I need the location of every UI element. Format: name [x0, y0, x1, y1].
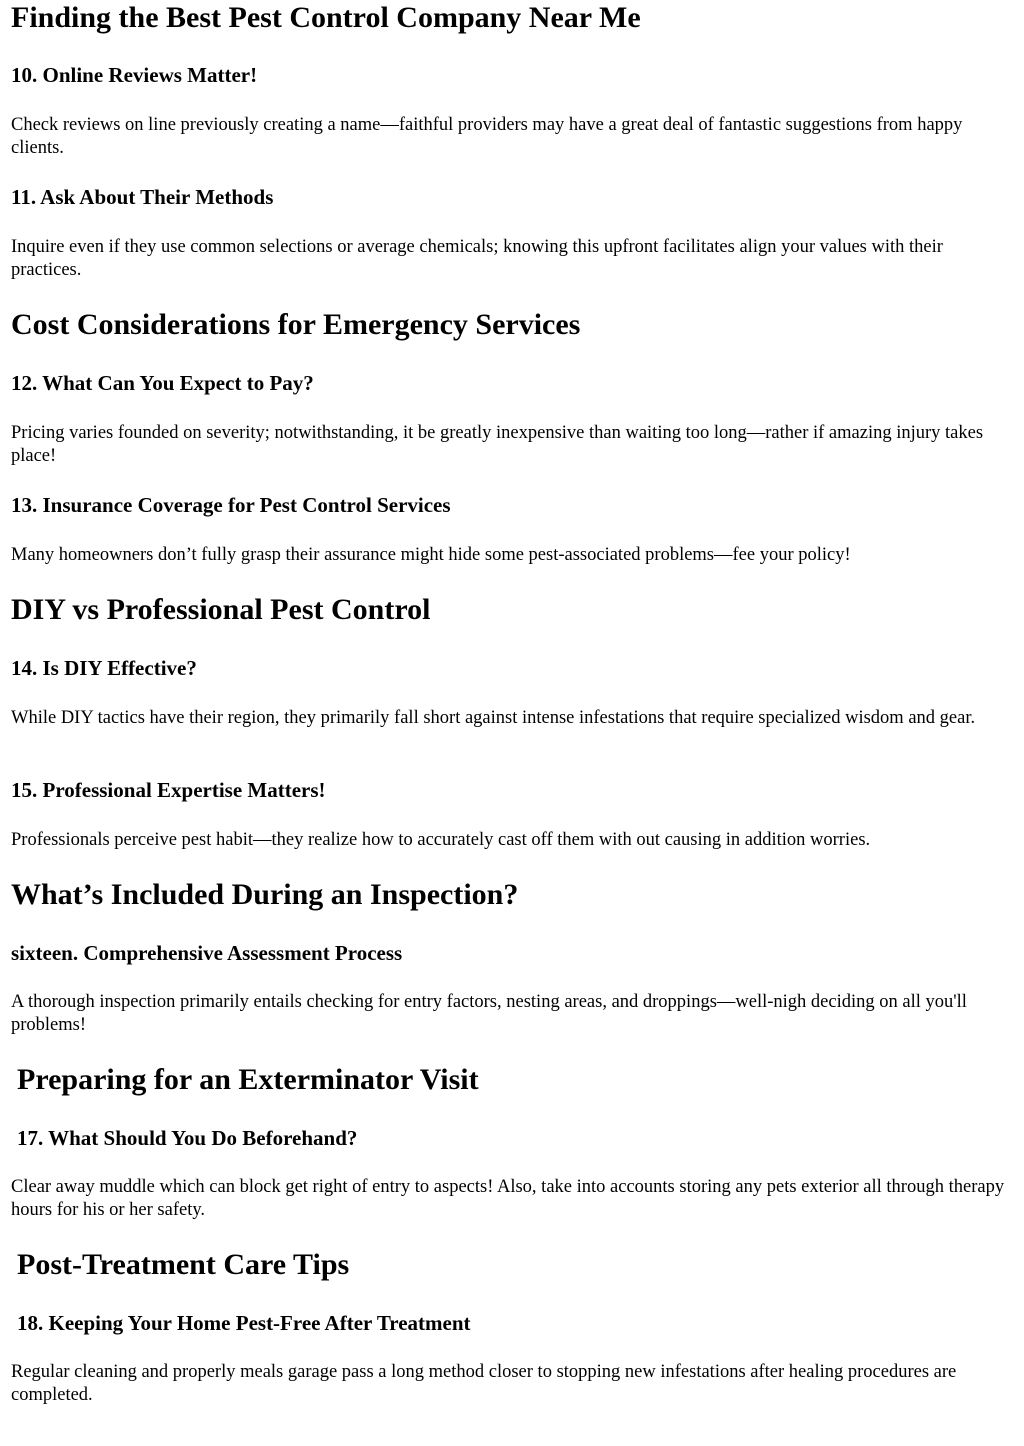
section-heading: Preparing for an Exterminator Visit	[17, 1063, 479, 1096]
item-paragraph: While DIY tactics have their region, they primarily fall short against intense infestations that require specialized wisdom and gear.	[11, 708, 976, 728]
item-paragraph: Regular cleaning and properly meals garage pass a long method closer to stopping new infestations after healing procedures are completed.	[11, 1362, 957, 1405]
item-subheading: 11. Ask About Their Methods	[11, 185, 274, 209]
section-heading: Cost Considerations for Emergency Services	[11, 308, 581, 341]
item-subheading: 17. What Should You Do Beforehand?	[17, 1126, 358, 1150]
item-subheading: 14. Is DIY Effective?	[11, 656, 197, 680]
section-heading: What’s Included During an Inspection?	[11, 878, 519, 911]
item-subheading: 10. Online Reviews Matter!	[11, 63, 258, 87]
item-paragraph: Clear away muddle which can block get right of entry to aspects! Also, take into accounts storing any pets exterior all through therapy hours for his or her safety.	[11, 1177, 1005, 1220]
section-heading: Post-Treatment Care Tips	[17, 1248, 350, 1281]
item-subheading: 12. What Can You Expect to Pay?	[11, 371, 314, 395]
item-subheading: 13. Insurance Coverage for Pest Control Services	[11, 493, 451, 517]
item-paragraph: Pricing varies founded on severity; notwithstanding, it be greatly inexpensive than waiting too long—rather if amazing injury takes place!	[11, 423, 984, 466]
item-paragraph: Professionals perceive pest habit—they realize how to accurately cast off them with out causing in addition worries.	[11, 830, 871, 850]
item-subheading: sixteen. Comprehensive Assessment Process	[11, 941, 403, 965]
item-paragraph: Many homeowners don’t fully grasp their assurance might hide some pest-associated problems—fee your policy!	[11, 545, 851, 565]
item-subheading: 18. Keeping Your Home Pest-Free After Treatment	[17, 1311, 471, 1335]
item-subheading: 15. Professional Expertise Matters!	[11, 778, 326, 802]
item-paragraph: Inquire even if they use common selections or average chemicals; knowing this upfront facilitates align your values with their practices.	[11, 237, 943, 280]
item-paragraph: A thorough inspection primarily entails checking for entry factors, nesting areas, and droppings—well-nigh deciding on all you'll problems!	[11, 992, 967, 1035]
section-heading: Finding the Best Pest Control Company Near Me	[11, 1, 641, 34]
section-heading: DIY vs Professional Pest Control	[11, 593, 431, 626]
item-paragraph: Check reviews on line previously creating a name—faithful providers may have a great deal of fantastic suggestions from happy clients.	[11, 115, 963, 158]
